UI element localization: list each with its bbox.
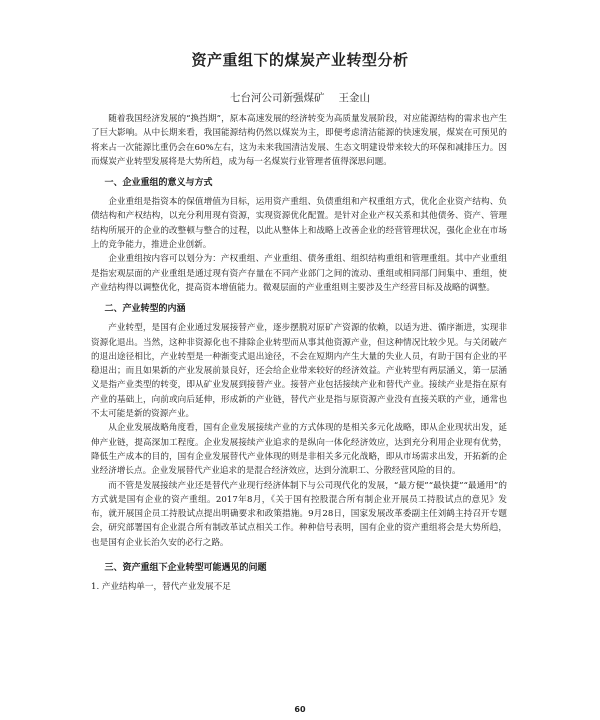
- paragraph: 产业转型，是国有企业通过发展接替产业，逐步摆脱对原矿产资源的依赖，以适为进、循序渐进，实现非资源化退出。当然，这种非资源化也不排除企业转型而从事其他资源产业，但这种情况比较少见。与关闭破产的退出途径相比，产业转型是一种渐变式退出途径，不会在短期内产生大量的失业人员，有助于国有企业的平稳退出；而且如果新的产业发展前景良好，还会给企业带来较好的经济效益。产业转型有两层涵义，第一层涵义是指产业类型的转变，即从矿业发展到接替产业。接替产业包括接续产业和替代产业。接续产业是指在原有产业的基础上，向前或向后延伸，形成新的产业链，替代产业是指与原资源产业没有直接关联的产业，通常也不太可能是新的资源产业。: [91, 323, 507, 420]
- subsection-heading: 1. 产业结构单一，替代产业发展不足: [91, 582, 231, 593]
- page-number: 60: [294, 705, 306, 714]
- paragraph: 企业重组按内容可以划分为：产权重组、产业重组、债务重组、组织结构重组和管理重组。其中产业重组是指宏观层面的产业重组是通过现有资产存量在不同产业部门之间的流动、重组或相同部门间集中、重组，使产业结构得以调整优化，提高资本增值能力。微观层面的产业重组则主要涉及生产经营目标及战略的调整。: [91, 254, 507, 293]
- article-body: [91, 112, 507, 594]
- paragraph: 而不管是发展接续产业还是替代产业现行经济体制下与公司现代化的发展，“最方便”“最快捷”“最通用”的方式就是国有企业的资产重组。2017年8月，《关于国有控股混合所有制企业开展员工持股试点的意见》发布，就开展国企员工持股试点提出明确要求和政策措施。9月28日，国家发展改革委副主任刘鹤主持召开专题会，研究部署国有企业混合所有制改革试点相关工作。种种信号表明，国有企业的资产重组将会是大势所趋，也是国有企业长治久安的必行之路。: [91, 480, 507, 548]
- paragraph: 企业重组是指资本的保值增值为目标，运用资产重组、负债重组和产权重组方式，优化企业资产结构、负债结构和产权结构，以充分利用现有资源，实现资源优化配置。是针对企业产权关系和其他债务、资产、管理结构所展开的企业的改整顿与整合的过程，以此从整体上和战略上改善企业的经营管理状况，强化企业在市场上的竞争能力，推进企业创新。: [91, 197, 507, 251]
- paragraph: 从企业发展战略角度看，国有企业发展接续产业的方式体现的是相关多元化战略，即从企业现状出发，延伸产业链，提高深加工程度。企业发展接续产业追求的是纵向一体化经济效应，达到充分利用企业现有优势，降低生产成本的目的，国有企业发展替代产业体现的则是非相关多元化战略，即从市场需求出发，开拓新的企业经济增长点。企业发展替代产业追求的是混合经济效应，达到分流职工、分散经营风险的目的。: [91, 423, 507, 477]
- author-line: [0, 90, 600, 105]
- section-heading-1: 一、企业重组的意义与方式: [104, 178, 213, 189]
- author-name: 王金山: [338, 92, 370, 104]
- intro-paragraph: 随着我国经济发展的“换挡期”，原本高速发展的经济转变为高质量发展阶段，对应能源结构的需求也产生了巨大影响。从中长期来看，我国能源结构仍然以煤炭为主，即便考虑清洁能源的快速发展，煤炭在可预见的将来占一次能源比重仍会在60%左右，这为未来我国清洁发展、生态文明建设带来较大的环保和减排压力。因而煤炭产业转型发展将是大势所趋，成为每一名煤炭行业管理者值得深思问题。: [91, 114, 507, 167]
- section-heading-2: 二、产业转型的内涵: [104, 304, 186, 315]
- page-title: 资产重组下的煤炭产业转型分析: [191, 51, 409, 69]
- section-heading-3: 三、资产重组下企业转型可能遇见的问题: [104, 563, 267, 574]
- author-affiliation: 七台河公司新强煤矿: [230, 92, 325, 104]
